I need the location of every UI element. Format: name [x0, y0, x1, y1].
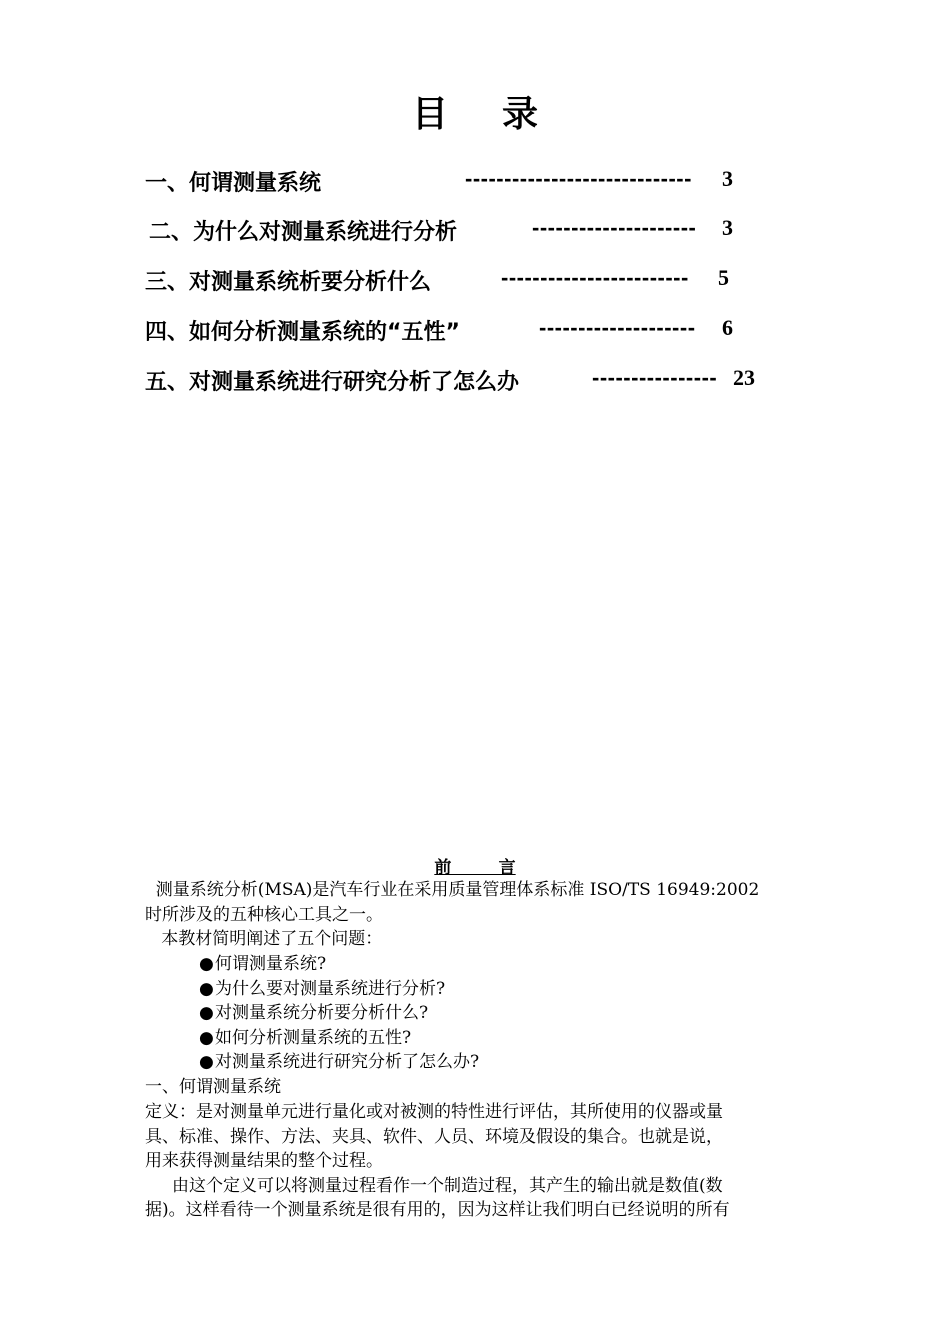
bullet-icon: ● [199, 1027, 214, 1048]
toc-entry-text: 一、何谓测量系统 [145, 171, 322, 196]
toc-title-left: 目 [411, 94, 448, 135]
section-heading: 一、何谓测量系统 [145, 1077, 281, 1097]
toc-title [0, 86, 950, 137]
toc-entry-text: 三、对测量系统析要分析什么 [145, 270, 432, 295]
toc-title-right: 录 [502, 94, 539, 135]
toc-entry-leader: --------------------- [532, 215, 697, 240]
list-item-text: 对测量系统分析要分析什么? [215, 1003, 429, 1023]
preface-line: 时所涉及的五种核心工具之一。 [145, 904, 383, 925]
toc-entry-text: 二、为什么对测量系统进行分析 [149, 220, 458, 245]
toc-entry-text: 四、如何分析测量系统的“五性” [145, 320, 460, 345]
list-item [199, 1001, 479, 1026]
toc-entry-page: 23 [733, 365, 755, 390]
toc-entry-leader: -------------------- [539, 315, 696, 340]
list-item [199, 1026, 479, 1051]
bullet-icon: ● [199, 1003, 214, 1023]
definition-line: 定义：是对测量单元进行量化或对被测的特性进行评估，其所使用的仪器或量 [145, 1102, 723, 1122]
definition-line: 据)。这样看待一个测量系统是很有用的，因为这样让我们明白已经说明的所有 [145, 1200, 730, 1220]
toc-entry-page: 3 [722, 166, 733, 191]
list-item-text: 何谓测量系统? [215, 954, 327, 974]
preface-bullet-list [199, 952, 479, 1075]
bullet-icon: ● [199, 1052, 214, 1072]
list-item-text: 如何分析测量系统的五性? [215, 1027, 412, 1048]
list-item-text: 对测量系统进行研究分析了怎么办? [215, 1052, 480, 1072]
toc-entry-leader: ------------------------ [501, 265, 689, 290]
definition-paragraph [145, 1100, 730, 1223]
bullet-icon: ● [199, 978, 214, 999]
definition-line: 用来获得测量结果的整个过程。 [145, 1151, 383, 1171]
list-item-text: 为什么要对测量系统进行分析? [215, 978, 446, 999]
toc-entry-page: 6 [722, 315, 733, 340]
toc-entry-page: 5 [718, 265, 729, 290]
bullet-icon: ● [199, 954, 214, 974]
toc-entry-leader: ---------------- [592, 365, 718, 390]
toc-entry-leader: ----------------------------- [465, 166, 692, 191]
definition-line: 具、标准、操作、方法、夹具、软件、人员、环境及假设的集合。也就是说， [145, 1126, 723, 1147]
list-item [199, 952, 479, 977]
definition-line: 由这个定义可以将测量过程看作一个制造过程，其产生的输出就是数值(数 [145, 1175, 723, 1196]
list-item [199, 1050, 479, 1075]
toc-entry-text: 五、对测量系统进行研究分析了怎么办 [145, 370, 520, 395]
preface-intro [145, 878, 759, 952]
preface-line: 本教材简明阐述了五个问题： [145, 929, 383, 949]
preface-line: 测量系统分析(MSA)是汽车行业在采用质量管理体系标准 ISO/TS 16949:2002 [145, 880, 760, 900]
list-item [199, 977, 479, 1002]
toc-entry-page: 3 [722, 215, 733, 240]
preface-title [0, 853, 950, 878]
preface-title-text: 前 言 [434, 858, 516, 878]
